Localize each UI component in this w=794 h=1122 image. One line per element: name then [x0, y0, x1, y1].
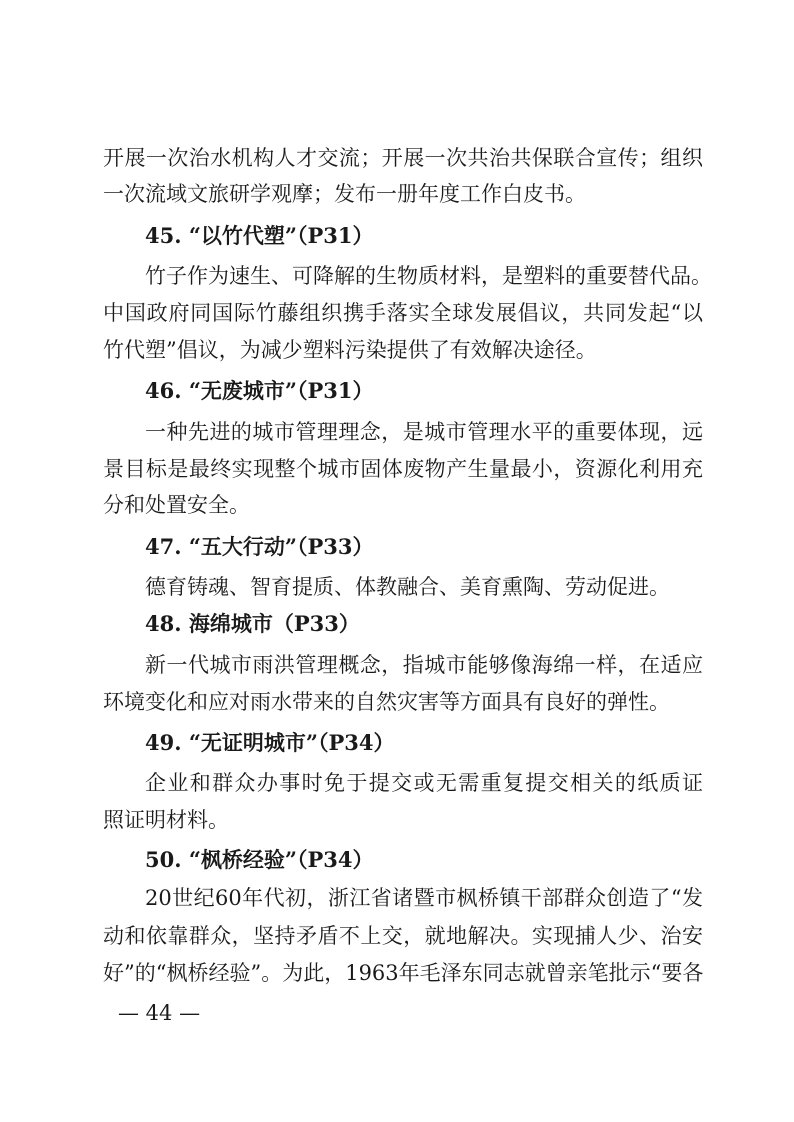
paragraph-line: 动和依靠群众，坚持矛盾不上交，就地解决。实现捕人少、治安: [103, 924, 703, 948]
paragraph-line: 竹子作为速生、可降解的生物质材料，是塑料的重要替代品。: [145, 264, 712, 288]
paragraph-line: 德育铸魂、智育提质、体教融合、美育熏陶、劳动促进。: [145, 575, 670, 599]
paragraph-line: 企业和群众办事时免于提交或无需重复提交相关的纸质证: [145, 771, 703, 795]
entry-heading: 45. “以竹代塑”（P31）: [145, 223, 374, 248]
paragraph-line: 环境变化和应对雨水带来的自然灾害等方面具有良好的弹性。: [103, 690, 670, 714]
paragraph-line: 一种先进的城市管理理念，是城市管理水平的重要体现，远: [145, 420, 703, 444]
page-number: — 44 —: [118, 1001, 201, 1025]
paragraph-line: 分和处置安全。: [103, 493, 250, 517]
paragraph-line: 20世纪60年代初，浙江省诸暨市枫桥镇干部群众创造了“发: [145, 886, 703, 910]
entry-heading: 50. “枫桥经验”（P34）: [145, 847, 374, 872]
entry-heading: 47. “五大行动”（P33）: [145, 534, 374, 559]
entry-heading: 46. “无废城市”（P31）: [145, 378, 374, 403]
paragraph-line: 竹代塑”倡议，为减少塑料污染提供了有效解决途径。: [103, 338, 597, 362]
paragraph-line: 景目标是最终实现整个城市固体废物产生量最小，资源化利用充: [103, 457, 703, 481]
paragraph-line: 好”的“枫桥经验”。为此，1963年毛泽东同志就曾亲笔批示“要各: [103, 961, 704, 985]
paragraph-line: 新一代城市雨洪管理概念，指城市能够像海绵一样，在适应: [145, 653, 703, 677]
entry-heading: 49. “无证明城市”（P34）: [145, 730, 395, 755]
paragraph-line: 开展一次治水机构人才交流；开展一次共治共保联合宣传；组织: [103, 146, 703, 170]
entry-heading: 48. 海绵城市（P33）: [145, 611, 360, 636]
paragraph-line: 中国政府同国际竹藤组织携手落实全球发展倡议，共同发起“以: [103, 301, 703, 325]
paragraph-line: 照证明材料。: [103, 808, 229, 832]
paragraph-line: 一次流域文旅研学观摩；发布一册年度工作白皮书。: [103, 182, 586, 206]
